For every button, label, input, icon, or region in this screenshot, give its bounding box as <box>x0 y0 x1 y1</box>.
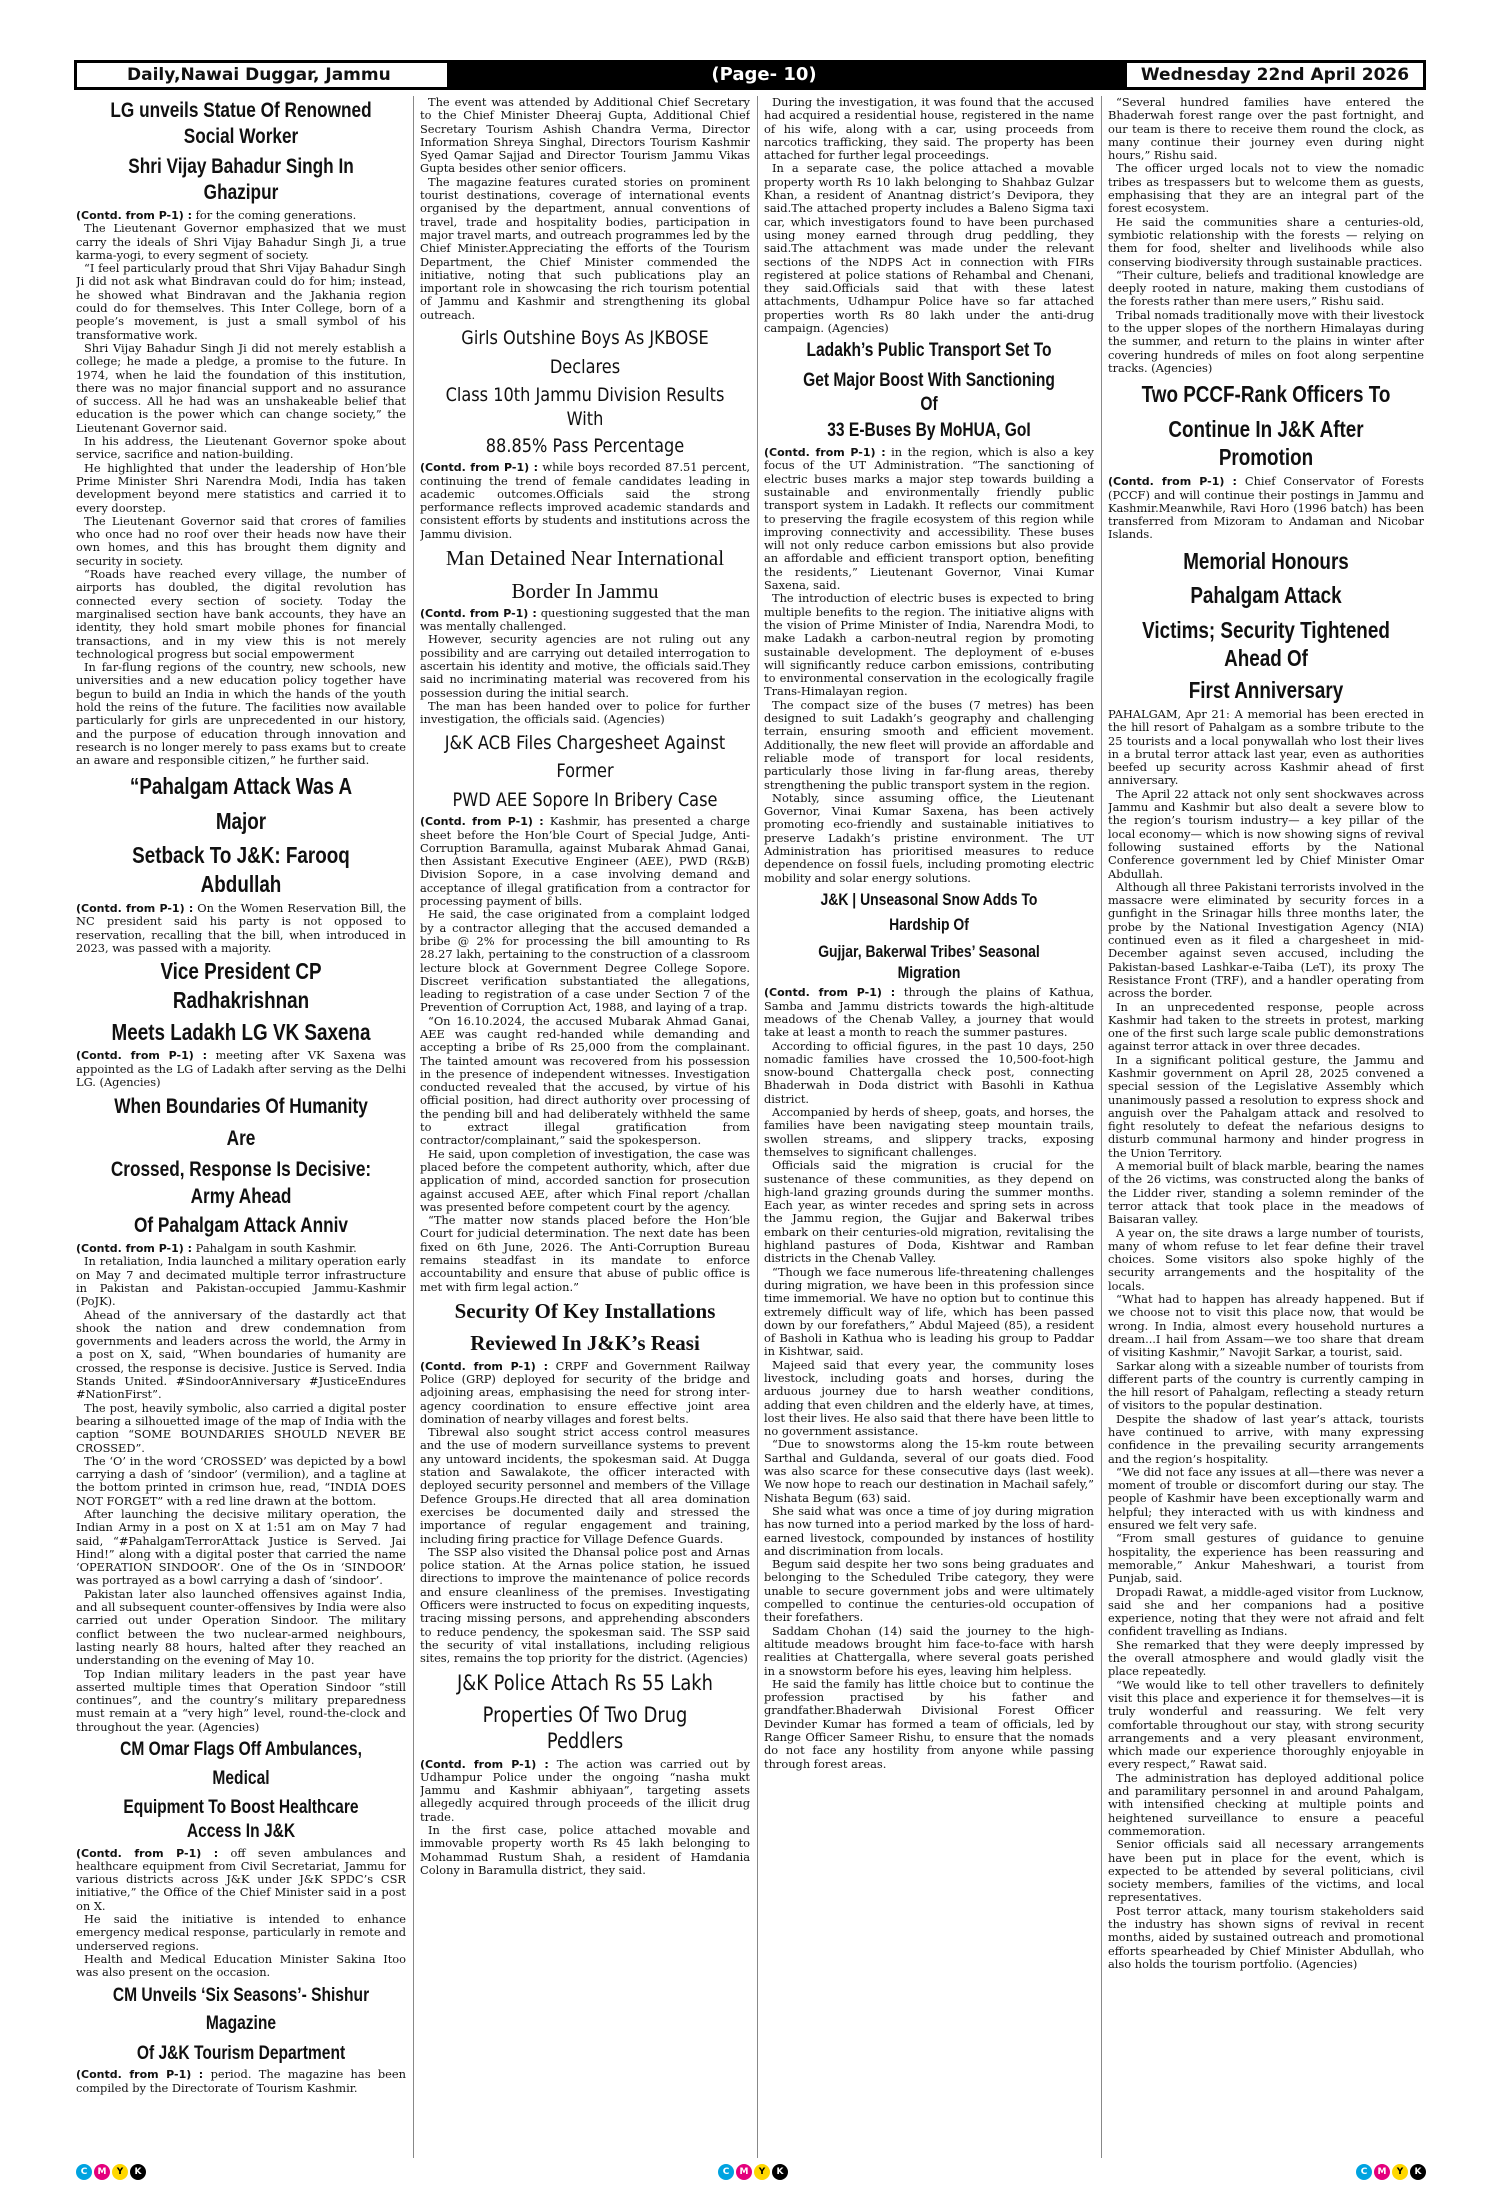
article-paragraph: The man has been handed over to police for further investigation, the officials said. (Agencies) <box>420 698 750 727</box>
headline-line-2: Class 10th Jammu Division Results With <box>445 384 725 430</box>
article-body <box>420 633 750 726</box>
cmyk-marks <box>718 2164 788 2180</box>
article-paragraph: “From small gestures of guidance to genuine hospitality, the experience has been reassuring and memorable,” Ankur Maheshwari, a tourist from Punjab, said. <box>1108 1531 1424 1586</box>
article-body <box>764 1040 1094 1771</box>
headline: J&K ACB Files Chargesheet Against Former <box>444 731 726 782</box>
lead-text: CRPF and Government Railway Police (GRP) deployed for security of the bridge and adjoining areas, emphasising the need for strong inter-agency coordination to ensure effective joint area domination of nearby villages and forest belts. <box>420 1358 750 1426</box>
article-paragraph: The introduction of electric buses is expected to bring multiple benefits to the region. The initiative aligns with the vision of Prime Minister of India, Narendra Modi, to make Ladakh a carbon-neutral region by promoting sustainable development. The deployment of e-buses will significantly reduce carbon emissions, contributing to environmental conservation in the ecologically fragile Trans-Himalayan region. <box>764 591 1094 699</box>
article-paragraph: In a significant political gesture, the Jammu and Kashmir government on April 28, 2025 convened a special session of the Legislative Assembly which unanimously passed a resolution to express shock and anguish over the Pahalgam attack and resolved to fight resolutely to defeat the nefarious designs to disturb communal harmony and hinder progress in the Union Territory. <box>1108 1052 1424 1160</box>
newspaper-page <box>76 96 1424 2158</box>
cmyk-yellow: Y <box>1392 2164 1408 2180</box>
contd-label: (Contd. from P-1) : <box>420 606 537 620</box>
lead-paragraph <box>76 902 406 955</box>
headline-line-2: Of J&K Tourism Department <box>136 2042 346 2064</box>
article-jkbose <box>420 324 750 541</box>
cmyk-magenta: M <box>94 2164 110 2180</box>
headline: Two PCCF-Rank Officers To <box>1141 381 1391 408</box>
headline: Vice President CP Radhakrishnan <box>160 958 322 1013</box>
headline-line-2: Victims; Security Tightened Ahead Of <box>1142 616 1390 672</box>
article-body <box>76 1913 406 1979</box>
lead-text: off seven ambulances and healthcare equipment from Civil Secretariat, Jammu for various districts across J&K under J&K SPDC’s CSR initiative,” the Office of the Chief Minister said in a post on X. <box>76 1845 406 1913</box>
article-paragraph: In the first case, police attached movable and immovable property worth Rs 45 lakh belonging to Mohammad Rustum Shah, a resident of Hamdania Colony in Baramulla district, they said. <box>420 1823 750 1877</box>
article-paragraph: “We would like to tell other travellers to definitely visit this place and experience it for themselves—it is truly wonderful and reassuring. We felt very comfortable throughout our stay, with strong security arrangements and a very pleasant environment, which made our experience thoroughly enjoyable in every respect,” Rawat said. <box>1108 1677 1424 1772</box>
contd-label: (Contd. from P-1) : <box>76 901 194 915</box>
article-paragraph: Despite the shadow of last year’s attack, tourists have continued to arrive, with many expressing confidence in the prevailing security arrangements and the region’s hospitality. <box>1108 1411 1424 1466</box>
cmyk-cyan: C <box>1356 2164 1372 2180</box>
headline-line-2: Equipment To Boost Healthcare Access In J&K <box>123 1797 359 1842</box>
lead-text: period. The magazine has been compiled by the Directorate of Tourism Kashmir. <box>76 2067 406 2095</box>
article-paragraph: The post, heavily symbolic, also carried a digital poster bearing a silhouetted image of the map of India with the caption “SOME BOUNDARIES SHOULD NEVER BE CROSSED”. <box>76 1400 406 1455</box>
article-body <box>420 1824 750 1877</box>
article-paragraph: In retaliation, India launched a military operation early on May 7 and decimated multiple terror infrastructure in Pakistan and Pakistan-occupied Jammu-Kashmir (PoJK). <box>76 1254 406 1309</box>
lead-paragraph <box>420 461 750 541</box>
column-4 <box>1108 96 1424 2158</box>
article-paragraph: “Their culture, beliefs and traditional knowledge are deeply rooted in nature, making them custodians of the forests rather than mere users,” Rishu said. <box>1108 267 1424 309</box>
article-six-seasons <box>76 1982 406 2095</box>
article-cm-ambulances <box>76 1736 406 1979</box>
headline-line-2: Shri Vijay Bahadur Singh In Ghazipur <box>128 154 354 204</box>
headline-line-2: Properties Of Two Drug Peddlers <box>482 1703 688 1754</box>
article-body <box>420 96 750 322</box>
contd-label: (Contd. from P-1) : <box>420 1359 548 1373</box>
cmyk-cyan: C <box>718 2164 734 2180</box>
cmyk-cyan: C <box>76 2164 92 2180</box>
headline: J&K | Unseasonal Snow Adds To Hardship Of <box>820 889 1038 935</box>
cmyk-marks <box>1356 2164 1426 2180</box>
article-paragraph: “On 16.10.2024, the accused Mubarak Ahmad Ganai, AEE was caught red-handed while demanding and accepting a bribe of Rs 25,000 from the complainant. The tainted amount was recovered from his possession in the presence of independent witnesses. Investigation conducted revealed that the accused, by virtue of his official position, had direct authority over processing of the pending bill and had deliberately withheld the same to extract illegal gratification from contractor/complainant,” said the spokesperson. <box>420 1013 750 1148</box>
lead-text: questioning suggested that the man was mentally challenged. <box>420 605 750 634</box>
lead-text: in the region, which is also a key focus of the UT Administration. “The sanctioning of electric buses marks a major step towards building a sustainable and environmentally friendly public transport system in Ladakh. It reflects our commitment to preserving the fragile ecosystem of this region while improving connectivity and accessibility. These buses will not only reduce carbon emissions but also provide an affordable and efficient transport option, benefiting the residents,” Lieutenant Governor, Vinai Kumar Saxena, said. <box>764 445 1094 593</box>
article-paragraph: Officials said the migration is crucial for the sustenance of these communities, as they depend on high-land grazing grounds during the summer months. Each year, as winter recedes and spring sets in across the Jammu region, the Gujjar and Bakerwal tribes embark on their centuries-old migration, revitalising the highland pastures of Doda, Kishtwar and Ramban districts in the Chenab Valley. <box>764 1158 1094 1266</box>
article-body <box>764 96 1094 335</box>
article-paragraph: Sarkar along with a sizeable number of tourists from different parts of the country is currently camping in the hill resort of Pahalgam, reflecting a steady return of visitors to the popular destination. <box>1108 1358 1424 1413</box>
headline-line-2: Reviewed In J&K’s Reasi <box>470 1331 700 1356</box>
lead-text: while boys recorded 87.51 percent, continuing the trend of female candidates leading in academic outcomes.Officials said the strong performance reflects improved academic standards and consistent efforts by students and institutions across the Jammu division. <box>420 460 750 541</box>
headline-line-3: Of Pahalgam Attack Anniv <box>133 1213 349 1237</box>
cmyk-yellow: Y <box>754 2164 770 2180</box>
masthead <box>74 60 1426 90</box>
headline: Memorial Honours Pahalgam Attack <box>1183 547 1349 609</box>
article-vice-president <box>76 957 406 1089</box>
lead-paragraph <box>76 1242 406 1255</box>
article-paragraph: The compact size of the buses (7 metres) has been designed to suit Ladakh’s geography and challenging terrain, ensuring smooth and efficient movement. Additionally, the new fleet will provide an affordable and reliable mode of transport for local residents, particularly those living in far-flung areas, thereby strengthening the public transport system in the region. <box>764 697 1094 792</box>
headline: CM Omar Flags Off Ambulances, Medical <box>120 1739 362 1789</box>
article-paragraph: However, security agencies are not ruling out any possibility and are carrying out detailed interrogation to ascertain his identity and motive, the officials said.They said no incriminating material was recovered from his possession during the initial search. <box>420 632 750 700</box>
article-body <box>1108 96 1424 375</box>
article-paragraph: During the investigation, it was found that the accused had acquired a residential house, registered in the name of his wife, along with a car, using proceeds from narcotics trafficking, they said. The property has been attached for further legal proceedings. <box>764 96 1094 163</box>
lead-text: Chief Conservator of Forests (PCCF) and will continue their postings in Jammu and Kashmir.Meanwhile, Ravi Horo (1996 batch) has been transferred from Mizoram to Andaman and Nicobar Islands. <box>1108 474 1424 542</box>
headline: CM Unveils ‘Six Seasons’- Shishur Magazine <box>112 1984 370 2034</box>
cmyk-marks <box>76 2164 146 2180</box>
headline: Girls Outshine Boys As JKBOSE Declares <box>461 327 709 378</box>
lead-text: On the Women Reservation Bill, the NC president said his party is not opposed to reservation, recalling that the bill, when introduced in 2023, was passed with a majority. <box>76 900 406 955</box>
article-paragraph: The officer urged locals not to view the nomadic tribes as trespassers but to welcome them as guests, emphasising that they are an integral part of the forest ecosystem. <box>1108 161 1424 216</box>
lead-paragraph <box>764 986 1094 1039</box>
article-paragraph: “Though we face numerous life-threatening challenges during migration, we have been in this profession since time immemorial. We have no option but to continue this extremely difficult way of life, which has been passed down by our forefathers,” Abdul Majeed (85), a resident of Basholi in Kathua who is leading his group to Paddar in Kishtwar, said. <box>764 1264 1094 1359</box>
article-body <box>764 592 1094 885</box>
article-paragraph: Begum said despite her two sons being graduates and belonging to the Scheduled Tribe category, they were unable to secure government jobs and were ultimately compelled to continue the centuries-old occupation of their forefathers. <box>764 1557 1094 1625</box>
article-paragraph: She said what was once a time of joy during migration has now turned into a period marked by the loss of hard-earned livestock, compounded by instances of hostility and discrimination from locals. <box>764 1503 1094 1558</box>
article-body <box>76 1255 406 1734</box>
headline-line-2: PWD AEE Sopore In Bribery Case <box>452 788 718 811</box>
lead-paragraph <box>76 1049 406 1089</box>
headline-line-2: Border In Jammu <box>511 578 659 603</box>
article-paragraph: Shri Vijay Bahadur Singh Ji did not merely establish a college; he made a pledge, a promise to the future. In 1974, when he laid the foundation of this institution, there was no major financial support and no assurance of success. All he had was an unshakeable belief that education is the power which can change society,” the Lieutenant Governor said. <box>76 340 406 435</box>
article-pahalgam-memorial <box>1108 544 1424 1971</box>
article-paragraph: She remarked that they were deeply impressed by the overall atmosphere and would gladly visit the place repeatedly. <box>1108 1637 1424 1679</box>
article-paragraph: He said the initiative is intended to enhance emergency medical response, particularly in remote and underserved regions. <box>76 1912 406 1953</box>
article-paragraph: He said, upon completion of investigation, the case was placed before the competent authority, which, after due application of mind, accorded sanction for prosecution against accused AEE, after which Final report /challan was presented before competent court by the agency. <box>420 1146 750 1214</box>
contd-label: (Contd. from P-1) : <box>764 446 886 460</box>
contd-label: (Contd. from P-1) : <box>420 815 544 829</box>
headline: “Pahalgam Attack Was A Major <box>129 773 353 834</box>
headline: Security Of Key Installations <box>454 1298 716 1323</box>
lead-paragraph <box>420 1360 750 1426</box>
cmyk-magenta: M <box>1374 2164 1390 2180</box>
lead-paragraph <box>420 607 750 634</box>
article-paragraph: He highlighted that under the leadership of Hon’ble Prime Minister Shri Narendra Modi, India has taken development beyond mere statistics and carried it to every doorstep. <box>76 460 406 515</box>
article-paragraph: He said, the case originated from a complaint lodged by a contractor alleging that the accused demanded a bribe @ 2% for processing the bill amounting to Rs 28.27 lakh, pertaining to the construction of a classroom lecture block at Government Degree College Sopore. Discreet verification substantiated the allegations, leading to registration of a case under Section 7 of the Prevention of Corruption Act, 1988, and laying of a trap. <box>420 907 750 1015</box>
headline: When Boundaries Of Humanity Are <box>114 1095 368 1150</box>
article-paragraph: Post terror attack, many tourism stakeholders said the industry has shown signs of revival in recent months, aided by sustained outreach and promotional efforts spearheaded by Chief Minister Abdullah, who also holds the tourism portfolio. (Agencies) <box>1108 1903 1424 1971</box>
article-ladakh-ebuses <box>764 337 1094 885</box>
lead-paragraph <box>420 815 750 908</box>
headline-line-2: Setback To J&K: Farooq Abdullah <box>132 842 350 898</box>
headline-line-2: Crossed, Response Is Decisive: Army Ahead <box>110 1158 372 1208</box>
headline: Ladakh’s Public Transport Set To <box>806 340 1052 362</box>
article-paragraph: According to official figures, in the past 10 days, 250 nomadic families have crossed the 10,500-foot-high snow-bound Chattergalla check post, connecting Bhaderwah in Doda district with Basohli in Kathua district. <box>764 1038 1094 1106</box>
article-paragraph: After launching the decisive military operation, the Indian Army in a post on X at 1:51 am on May 7 had said, “#PahalgamTerrorAttack Justice is Served. Jai Hind!” along with a digital poster that carried the name ‘OPERATION SINDOOR’. One of the Os in ‘SINDOOR’ was portrayed as a bowl carrying a dash of ‘sindoor’. <box>76 1506 406 1588</box>
article-army-anniv <box>76 1091 406 1734</box>
article-unseasonal-snow <box>764 887 1094 1771</box>
article-body <box>420 908 750 1294</box>
article-body <box>1108 788 1424 1971</box>
article-paragraph: The ‘O’ in the word ‘CROSSED’ was depicted by a bowl carrying a dash of ‘sindoor’ (vermilion), and a tagline at the bottom printed in crimson hue, read, “INDIA DOES NOT FORGET” with a red line drawn at the bottom. <box>76 1453 406 1508</box>
headline-line-3: 33 E-Buses By MoHUA, GoI <box>827 420 1031 442</box>
article-unseasonal-snow-cont <box>1108 96 1424 375</box>
article-body <box>420 1426 750 1665</box>
article-paragraph: Health and Medical Education Minister Sakina Itoo was also present on the occasion. <box>76 1951 406 1980</box>
lead-text: Kashmir, has presented a charge sheet before the Hon’ble Court of Special Judge, Anti-Corruption Baramulla, against Mubarak Ahmad Ganai, then Assistant Executive Engineer (AEE), PWD (R&B) Division Sopore, in a case involving demand and acceptance of illegal gratification from a contractor for processing payment of bills. <box>420 814 750 909</box>
article-body <box>76 222 406 767</box>
article-paragraph: The SSP also visited the Dhansal police post and Arnas police station. At the Arnas police station, he issued directions to improve the maintenance of police records and ensure cleanliness of the premises. Investigating Officers were instructed to focus on expediting inquests, tracing missing persons, and apprehending absconders to reduce pendency, the spokesman said. The SSP said the security of vital installations, including religious sites, remains the top priority for the district. (Agencies) <box>420 1544 750 1666</box>
headline-line-3: 88.85% Pass Percentage <box>485 434 685 457</box>
headline: LG unveils Statue Of Renowned Social Worker <box>110 99 372 149</box>
headline-line-2: Meets Ladakh LG VK Saxena <box>111 1018 371 1045</box>
cmyk-yellow: Y <box>112 2164 128 2180</box>
lead-text: meeting after VK Saxena was appointed as the LG of Ladakh after serving as the Delhi LG. (Agencies) <box>76 1048 406 1089</box>
article-paragraph: He said the family has little choice but to continue the profession practised by his father and grandfather.Bhaderwah Divisional Forest Officer Devinder Kumar has formed a team of officials, led by Range Officer Sameer Rishu, to ensure that the nomads do not face any hostility from anyone while passing through forest areas. <box>764 1676 1094 1771</box>
article-paragraph: In an unprecedented response, people across Kashmir had taken to the streets in protest, marking one of the first such large scale public demonstrations against terror attack in over three decades. <box>1108 999 1424 1054</box>
contd-label: (Contd. from P-1) : <box>764 986 896 1000</box>
article-police-attach <box>420 1668 750 1878</box>
article-paragraph: Tribal nomads traditionally move with their livestock to the upper slopes of the northern Himalayas during the summer, and return to the plains in winter after covering hundreds of miles on foot along serpentine tracks. (Agencies) <box>1108 307 1424 375</box>
masthead-paper-name: Daily,Nawai Duggar, Jammu <box>77 63 447 87</box>
article-paragraph: The April 22 attack not only sent shockwaves across Jammu and Kashmir but also dealt a severe blow to the region’s tourism industry— a key pillar of the local economy— which is now showing signs of revival following sustained efforts by the National Conference government led by Chief Minister Omar Abdullah. <box>1108 786 1424 881</box>
lead-text: The action was carried out by Udhampur Police under the ongoing “nasha mukt Jammu and Kashmir abhiyaan”, targeting assets allegedly acquired through proceeds of the illicit drug trade. <box>420 1756 750 1824</box>
article-paragraph: The Lieutenant Governor said that crores of families who once had no roof over their heads now have their own homes, and this has brought them dignity and security in society. <box>76 513 406 568</box>
article-paragraph: Majeed said that every year, the community loses livestock, including goats and horses, during the arduous journey due to harsh weather conditions, adding that even children and the elderly have, at times, lost their lives. He also said that there have been little to no government assistance. <box>764 1357 1094 1439</box>
article-paragraph: Although all three Pakistani terrorists involved in the massacre were eliminated by security forces in a gunfight in the Srinagar hills three months later, the probe by the National Investigation Agency (NIA) continued even as it filed a chargesheet in mid-December against seven accused, including the Pakistan-based Lashkar-e-Taiba (LeT), its proxy The Resistance Front (TRF), and a handler operating from across the border. <box>1108 879 1424 1001</box>
article-security-reasi <box>420 1296 750 1666</box>
contd-label: (Contd. from P-1) : <box>76 1846 219 1860</box>
article-paragraph: “Due to snowstorms along the 15-km route between Sarthal and Guldanda, several of our goats died. Food was also scarce for these consecutive days (last week). We now hope to reach our destination in Machail safely,” Nishata Begum (63) said. <box>764 1437 1094 1505</box>
article-paragraph: A year on, the site draws a large number of tourists, many of whom refuse to let fear define their travel choices. Some visitors also spoke highly of the security arrangements and the hospitality of the locals. <box>1108 1225 1424 1293</box>
lead-paragraph <box>76 2068 406 2095</box>
article-paragraph: “Several hundred families have entered the Bhaderwah forest range over the past fortnight, and our team is there to receive them round the clock, as many continue their journey even during night hours,” Rishu said. <box>1108 96 1424 163</box>
article-paragraph: Accompanied by herds of sheep, goats, and horses, the families have been navigating steep mountain trails, swollen streams, and slippery tracks, exposing themselves to significant challenges. <box>764 1105 1094 1159</box>
contd-label: (Contd. from P-1) : <box>76 1242 193 1256</box>
cmyk-black: K <box>772 2164 788 2180</box>
article-paragraph: Notably, since assuming office, the Lieutenant Governor, Vinai Kumar Saxena, has been actively promoting eco-friendly and sustainable initiatives to preserve Ladakh’s pristine environment. The UT Administration has prioritised measures to reduce dependence on fossil fuels, including promoting electric mobility and solar energy solutions. <box>764 790 1094 885</box>
article-paragraph: “We did not face any issues at all—there was never a moment of trouble or discomfort during our stay. The people of Kashmir have been exceptionally warm and helpful; they interacted with us with kindness and ensured we felt very safe. <box>1108 1464 1424 1533</box>
article-paragraph: A memorial built of black marble, bearing the names of the 26 victims, was constructed along the banks of the Lidder river, standing a solemn reminder of the terror attack that took place in the meadows of Baisaran valley. <box>1108 1159 1424 1227</box>
article-pccf-officers <box>1108 377 1424 541</box>
article-paragraph: The event was attended by Additional Chief Secretary to the Chief Minister Dheeraj Gupta, Additional Chief Secretary Tourism Ashish Chandra Verma, Director Information Shreya Singhal, Directors Tourism Kashmir Syed Qamar Sajjad and Director Tourism Jammu Vikas Gupta besides other senior officers. <box>420 96 750 176</box>
article-paragraph: In far-flung regions of the country, new schools, new universities and a new education policy together have begun to build an India in which the hands of the youth hold the reins of the future. The facilities now available particularly for girls are unprecedented in our history, and the purpose of education through innovation and research is no longer merely to pass exams but to create an aware and responsible citizen,” he further said. <box>76 660 406 768</box>
contd-label: (Contd. from P-1) : <box>1108 475 1237 489</box>
contd-label: (Contd. from P-1) : <box>76 1049 208 1063</box>
article-paragraph: The magazine features curated stories on prominent tourist destinations, coverage of international events organised by the department, annual conventions of travel, trade and hospitality bodies, participation in major travel marts, and outreach programmes led by the Chief Minister.Appreciating the efforts of the Tourism Department, the Chief Minister commended the initiative, noting that such publications play an important role in showcasing the rich tourism potential of Jammu and Kashmir and strengthening its global outreach. <box>420 174 750 322</box>
article-six-seasons-cont <box>420 96 750 322</box>
lead-paragraph <box>76 209 406 222</box>
contd-label: (Contd. from P-1) : <box>76 209 193 222</box>
column-1 <box>76 96 406 2158</box>
article-paragraph: “Roads have reached every village, the number of airports has doubled, the digital revolution has connected every section of society. Today the marginalised section have bank accounts, they have an identity, they hold smart mobile phones for financial transactions, and in my view this is not merely technological progress but social empowerment <box>76 567 406 661</box>
article-paragraph: Senior officials said all necessary arrangements have been put in place for the event, which is expected to be attended by several politicians, civil society members, families of the victims, and local representatives. <box>1108 1837 1424 1905</box>
lead-text: through the plains of Kathua, Samba and Jammu districts towards the high-altitude meadows of the Chenab Valley, a journey that would take at least a month to reach the summer pastures. <box>764 985 1094 1040</box>
masthead-page-number: (Page- 10) <box>711 64 817 85</box>
article-lg-statue <box>76 98 406 767</box>
contd-label: (Contd. from P-1) : <box>420 1757 549 1771</box>
lead-text: for the coming generations. <box>192 208 357 222</box>
article-paragraph: Ahead of the anniversary of the dastardly act that shook the nation and drew condemnation from governments and leaders across the world, the Army in a post on X, said, “When boundaries of humanity are crossed, the response is decisive. Justice is Served. India Stands United. #SindoorAnniversary #JusticeEndures #NationFirst”. <box>76 1307 406 1402</box>
article-paragraph: He said the communities share a centuries-old, symbiotic relationship with the forests — relying on them for food, shelter and livelihoods while also conserving biodiversity through sustainable practices. <box>1108 214 1424 269</box>
lead-paragraph: PAHALGAM, Apr 21: A memorial has been erected in the hill resort of Pahalgam as a sombre tribute to the 25 tourists and a local ponywallah who lost their lives in a brutal terror attack last year, even as authorities beefed up security across Kashmir ahead of first anniversary. <box>1108 706 1424 788</box>
article-farooq <box>76 769 406 955</box>
article-paragraph: The administration has deployed additional police and paramilitary personnel in and around Pahalgam, with intensified checking at multiple points and heightened surveillance to ensure a peaceful commemoration. <box>1108 1770 1424 1838</box>
article-paragraph: Dropadi Rawat, a middle-aged visitor from Lucknow, said she and her companions had a positive experience, noting that they were not afraid and felt confident travelling as Indians. <box>1108 1584 1424 1639</box>
cmyk-black: K <box>1410 2164 1426 2180</box>
article-man-detained <box>420 543 750 726</box>
lead-paragraph <box>764 446 1094 592</box>
column-3 <box>764 96 1094 2158</box>
headline-line-2: Continue In J&K After Promotion <box>1168 415 1364 471</box>
lead-paragraph <box>1108 475 1424 541</box>
article-paragraph: Tibrewal also sought strict access control measures and the use of modern surveillance systems to prevent any untoward incidents, the spokesman said. At Dugga station and Sawalakote, the officer interacted with deployed security personnel and members of the Village Defence Groups.He directed that all area domination exercises be documented daily and stressed the importance of regular engagement and training, including firing practice for Village Defence Guards. <box>420 1425 750 1546</box>
headline-line-3: First Anniversary <box>1188 677 1344 704</box>
contd-label: (Contd. from P-1) : <box>76 2068 204 2082</box>
masthead-date: Wednesday 22nd April 2026 <box>1127 63 1423 87</box>
article-paragraph: Top Indian military leaders in the past year have asserted multiple times that Operation Sindoor “still continues”, and the country’s military preparedness must remain at a “very high” level, round-the-clock and throughout the year. (Agencies) <box>76 1666 406 1734</box>
cmyk-magenta: M <box>736 2164 752 2180</box>
lead-paragraph <box>76 1847 406 1913</box>
article-paragraph: In his address, the Lieutenant Governor spoke about service, sacrifice and nation-building. <box>76 434 406 462</box>
column-2 <box>420 96 750 2158</box>
contd-label: (Contd. from P-1) : <box>420 461 539 475</box>
article-paragraph: “I feel particularly proud that Shri Vijay Bahadur Singh Ji did not ask what Bindravan could do for him; instead, he showed what Bindravan and the Jakhania region could do for themselves. This Inter College, born of a people’s movement, is just a small symbol of his transformative work. <box>76 261 406 342</box>
headline: Man Detained Near International <box>445 546 725 571</box>
article-police-attach-cont <box>764 96 1094 335</box>
lead-text: Pahalgam in south Kashmir. <box>192 1241 357 1256</box>
headline: J&K Police Attach Rs 55 Lakh <box>457 1670 713 1695</box>
headline-line-2: Get Major Boost With Sanctioning Of <box>803 369 1055 415</box>
article-paragraph: In a separate case, the police attached a movable property worth Rs 10 lakh belonging to Shahbaz Gulzar Khan, a resident of Anantnag district’s Devipora, they said.The attached property includes a Baleno Sigma taxi car, which investigators found to have been purchased using money earned through drug peddling, they said.The attachment was made under the relevant sections of the NDPS Act in connection with FIRs registered at police stations of Rehambal and Chenani, they said.Officials said that with these latest attachments, Udhampur Police have so far attached properties worth Rs 80 lakh under the anti-drug campaign. (Agencies) <box>764 161 1094 336</box>
article-paragraph: “What had to happen has already happened. But if we choose not to visit this place now, that would be wrong. In India, almost every household nurtures a dream...I hail from Assam—we too share that dream of visiting Kashmir,” Navojit Sarkar, a tourist, said. <box>1108 1292 1424 1360</box>
lead-paragraph <box>420 1758 750 1824</box>
article-paragraph: Saddam Chohan (14) said the journey to the high-altitude meadows brought him face-to-face with harsh realities at Chattergalla, where several goats perished in a snowstorm before his eyes, leaving him helpless. <box>764 1623 1094 1678</box>
article-paragraph: The Lieutenant Governor emphasized that we must carry the ideals of Shri Vijay Bahadur Singh Ji, a true karma-yogi, to every segment of society. <box>76 221 406 262</box>
article-paragraph: Pakistan later also launched offensives against India, and all subsequent counter-offensives by India were also carried out under Operation Sindoor. The military conflict between the two nuclear-armed neighbours, lasting nearly 88 hours, halted after they reached an understanding on the evening of May 10. <box>76 1586 406 1668</box>
cmyk-black: K <box>130 2164 146 2180</box>
article-paragraph: “The matter now stands placed before the Hon’ble Court for judicial determination. The next date has been fixed on 6th June, 2026. The Anti-Corruption Bureau remains steadfast in its mandate to enforce accountability and ensure that abuse of public office is met with firm legal action.” <box>420 1213 750 1294</box>
article-acb-chargesheet <box>420 729 750 1294</box>
headline-line-2: Gujjar, Bakerwal Tribes’ Seasonal Migration <box>818 941 1040 983</box>
